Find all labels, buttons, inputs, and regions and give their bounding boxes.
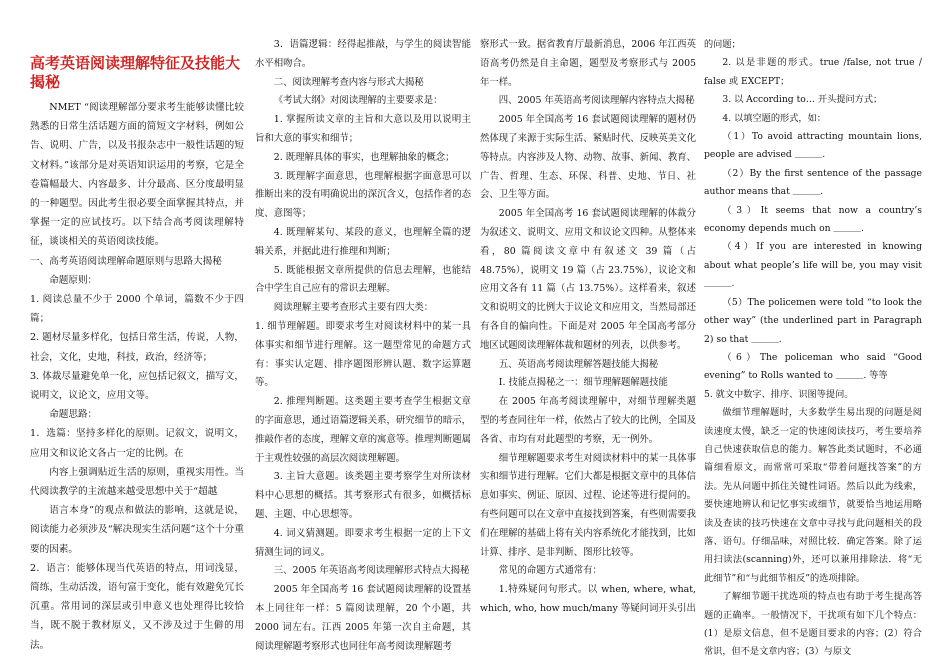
- paragraph: 四、2005 年英语高考阅读理解内容特点大揭秘: [498, 95, 695, 107]
- paragraph: 2．语言：能够体现当代英语的特点，用词浅显，简练，生动活泼，语句富于变化，能有效避免冗长沉重。常用词的深层或引申意义也处理得比较恰当，既不脱于教材原义，又不涉及过于生僻的用法。: [30, 562, 244, 651]
- column-2: [255, 36, 471, 656]
- paragraph: （6）The policeman who said “Good evening” to Rolls wanted to ＿＿＿. 等等: [704, 351, 922, 382]
- paragraph: 二、阅读理解考查内容与形式大揭秘: [273, 76, 424, 88]
- paragraph: 3. 体裁尽量避免单一化，应包括记叙文，描写文，说明文，议论文，应用文等。: [30, 370, 244, 402]
- paragraph: 1. 阅读总量不少于 2000 个单词，篇数不少于四篇；: [30, 294, 244, 325]
- paragraph: 2. 既理解具体的事实，也理解抽象的概念；: [273, 151, 455, 163]
- paragraph: 命题思路：: [49, 409, 98, 421]
- paragraph: 察形式一致。据省教育厅最新消息，2006 年江西英语高考仍然是自主命题，题型及考察形式与 2005 年一样。: [480, 39, 696, 88]
- paragraph: 在 2005 年高考阅读理解中，对细节理解类题型的考查同往年一样，依然占了较大的比例，全国及各省、市均有对此题型的考察，无一例外。: [480, 396, 696, 445]
- paragraph: 5. 既能根据文章所提供的信息去理解，也能结合中学生自己应有的常识去理解。: [255, 264, 471, 295]
- paragraph: 2005 年全国高考 16 套试题阅读理解的题材仍然体现了来源于实际生活、紧贴时代、反映英美文化等特点。内容涉及人物、动物、故事、新闻、教育、广告、哲理、生态、环保、科普、史地、节日、社会、卫生等方面。: [480, 114, 696, 201]
- paragraph: 5. 就文中数字、排序、识图等提问。: [704, 388, 854, 400]
- paragraph: 2. 以是非题的形式。true /false, not true / false 或 EXCEPT；: [704, 57, 922, 87]
- page-title: 高考英语阅读理解特征及技能大揭秘: [30, 54, 241, 91]
- paragraph: 1．选篇：坚持多样化的原则。记叙文，说明文，应用文和议论文各占一定的比例。在: [30, 428, 244, 459]
- paragraph: （2）By the first sentence of the passage author means that ＿＿＿.: [704, 167, 922, 198]
- paragraph: 细节理解题要求考生对阅读材料中的某一具体事实和细节进行理解。它们大都是根据文章中的具体信息如事实、例证、原因、过程、论述等进行提问的。有些问题可以在文章中直接找到答案，有些则需要我们在理解的基础上将有关内容系统化才能找到，比如计算、排序、是非判断、图形比较等。: [480, 452, 696, 558]
- paragraph: 常见的命题方式通常有：: [498, 565, 602, 577]
- paragraph: 一、高考英语阅读理解命题原则与思路大揭秘: [30, 255, 222, 267]
- paragraph: 3. 以 According to… 开头提问方式；: [722, 94, 883, 106]
- paragraph: 1.特殊疑问句形式。以 when, where, what, which, who, how much/many 等疑问词开头引出: [480, 584, 696, 614]
- paragraph: 3．语篇逻辑：经得起推敲，与学生的阅读智能水平相吻合。: [255, 39, 471, 69]
- paragraph: 命题原则：: [49, 274, 98, 286]
- paragraph: 三、2005 年英语高考阅读理解形式特点大揭秘: [273, 565, 470, 577]
- paragraph: 2005 年全国高考 16 套试题阅读理解的体裁分为叙述文、说明文、应用文和议论文四种。从整体来看，80 篇阅读文章中有叙述文 39 篇（占 48.75%），说明文 19 篇（占 23.75%），议论文和应用文各有 11 篇（占 13.75%）。这样看来，叙述文和说明文的比例大于议论文和应用文，当然局部还有各自的偏向性。下面是对 2005 年全国高考部分地区试题阅读理解体裁和题材的列表，以供参考。: [480, 208, 696, 351]
- paragraph: （5）The policemen were told “to look the other way” (the underlined part in Paragraph 2) so that ＿＿＿.: [704, 296, 922, 345]
- paragraph: 阅读理解主要考查形式主要有四大类：: [273, 302, 434, 314]
- paragraph: Ⅰ. 技能点揭秘之一：细节理解题解题技能: [498, 377, 668, 389]
- paragraph: 五、英语高考阅读理解答题技能大揭秘: [498, 358, 659, 370]
- paragraph: 3. 主旨大意题。该类题主要考察学生对所读材料中心思想的概括。其考察形式有很多，如概括标题、主题、中心思想等。: [255, 471, 471, 520]
- column-4: [704, 36, 922, 662]
- paragraph: 语言本身”的观点和做法的影响，这就是说，阅读能力必须涉及“解决现实生活问题”这个十分重要的因素。: [30, 505, 244, 555]
- column-1: [30, 36, 244, 655]
- column-3: [480, 36, 696, 619]
- paragraph: 1. 掌握所读文章的主旨和大意以及用以说明主旨和大意的事实和细节；: [255, 114, 471, 144]
- paragraph: 的问题；: [704, 39, 741, 50]
- paragraph: 内容上强调贴近生活的原则，重视实用性。当代阅读教学的主流越来越受思想中关于“超越: [30, 466, 244, 498]
- paragraph: 了解细节题干扰选项的特点也有助于考生提高答题的正确率。一般情况下，干扰项有如下几个特点：(1）是原文信息，但不是题目要求的内容；(2）符合常识，但不是文章内容；(3）与原文: [704, 591, 922, 658]
- paragraph: （3）It seems that now a country’s economy depends much on ＿＿＿.: [704, 204, 922, 235]
- paragraph: （1）To avoid attracting mountain lions, people are advised ＿＿＿.: [704, 131, 922, 161]
- paragraph: 3. 既理解字面意思，也理解根据字面意思可以推断出来的没有明确说出的深沉含义，包括作者的态度、意图等；: [255, 170, 471, 220]
- paragraph: 2. 题材尽量多样化，包括日常生活，传说，人物，社会，文化，史地，科技，政治，经济等；: [30, 332, 244, 363]
- paragraph: 4. 词义猜测题。即要求考生根据一定的上下文猜测生词的词义。: [255, 527, 471, 558]
- paragraph: 做细节理解题时，大多数学生易出现的问题是阅读速度太慢，缺乏一定的快速阅读技巧，考生要培养自己快速获取信息的能力。解答此类试题时，不必通篇细看原文，而常常可采取“带着问题找答案”的方法。先从问题中抓住关键性词语。然后以此为线索，要快速地辨认和记忆事实或细节，就要恰当地运用略读及查读的技巧快速在文章中寻找与此问题相关的段落、语句。仔细品味，对照比较．确定答案。除了运用扫读法(scanning)外，还可以兼用排除法．将“无此细节”和“与此细节相反”的选项排除。: [704, 407, 922, 584]
- paragraph: 4. 既理解某句、某段的意义，也理解全篇的逻辑关系，并据此进行推理和判断；: [255, 226, 471, 257]
- paragraph: 4. 以填空题的形式，如：: [722, 112, 826, 124]
- paragraph: 2005 年全国高考 16 套试题阅读理解的设置基本上同往年一样：5 篇阅读理解，20 个小题，共 2000 词左右。江西 2005 年第一次自主命题，其阅读理解题考察形式也同往年高考阅读理解题考: [255, 584, 471, 652]
- paragraph: （4）If you are interested in knowing about what people’s life will be, you may visit ＿＿＿.: [704, 241, 922, 290]
- paragraph: 1. 细节理解题。即要求考生对阅读材料中的某一具体事实和细节进行理解。这一题型常见的命题方式有：事实认定题、排序题图形辨认题、数字运算题等。: [255, 320, 471, 389]
- paragraph: 《考试大纲》对阅读理解的主要要求是：: [273, 95, 443, 107]
- paragraph: NMET “阅读理解部分要求考生能够读懂比较熟悉的日常生活话题方面的简短文字材料，例如公告、说明、广告，以及书报杂志中一般性话题的短文材料。”该部分是对英语知识运用的考察，它是全卷篇幅最大、内容最多、计分最高、区分度最明显的一种题型。因此考生很必要全面掌握其特点，并掌握一定的应试技巧。以下结合高考阅读理解特征，谈谈相关的英语阅读技能。: [30, 102, 244, 248]
- paragraph: 2. 推理判断题。这类题主要考查学生根据文章的字面意思，通过语篇逻辑关系，研究细节的暗示，推敲作者的态度，理解文章的寓意等。推理判断题属于主观性较强的高层次阅读理解题。: [255, 396, 471, 464]
